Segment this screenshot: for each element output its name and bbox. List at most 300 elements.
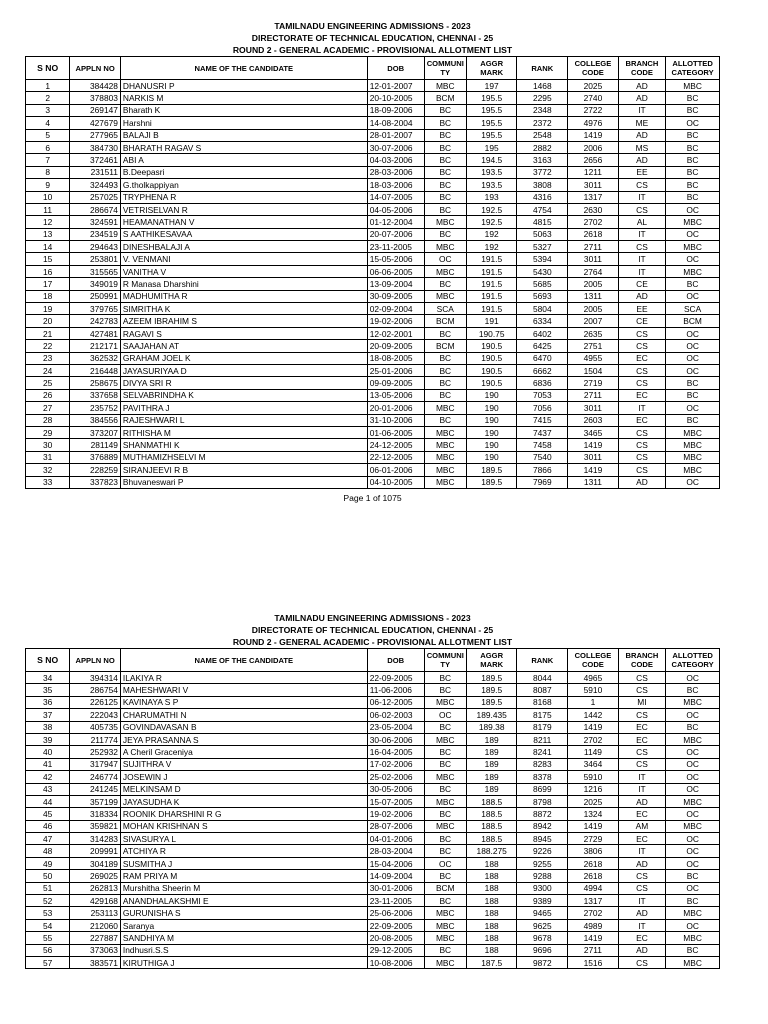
rank-cell: 3163	[517, 154, 568, 166]
allotted-cell: BC	[666, 944, 720, 956]
sno-cell: 37	[26, 709, 70, 721]
community-cell: BC	[424, 327, 466, 339]
allotment-table	[25, 648, 720, 969]
dob-cell: 20-07-2006	[367, 228, 424, 240]
branch-cell: AD	[618, 944, 665, 956]
college-cell: 2711	[568, 389, 619, 401]
allotted-cell: MBC	[666, 795, 720, 807]
dob-cell: 14-07-2005	[367, 191, 424, 203]
community-cell: MBC	[424, 696, 466, 708]
college-cell: 2722	[568, 104, 619, 116]
name-cell: TRYPHENA R	[120, 191, 367, 203]
college-cell: 1419	[568, 464, 619, 476]
college-cell: 2702	[568, 907, 619, 919]
name-cell: RAGAVI S	[120, 327, 367, 339]
appln-cell: 235752	[70, 402, 121, 414]
branch-cell: CS	[618, 709, 665, 721]
college-cell: 3011	[568, 451, 619, 463]
dob-cell: 30-01-2006	[367, 882, 424, 894]
name-cell: ROONIK DHARSHINI R G	[120, 808, 367, 820]
appln-cell: 242783	[70, 315, 121, 327]
branch-cell: IT	[618, 253, 665, 265]
college-cell: 1442	[568, 709, 619, 721]
table-row	[26, 733, 720, 745]
college-cell: 2005	[568, 278, 619, 290]
community-cell: BC	[424, 117, 466, 129]
aggr-cell: 188.5	[466, 808, 517, 820]
allotment-table	[25, 56, 720, 489]
dob-cell: 15-04-2006	[367, 857, 424, 869]
sno-cell: 53	[26, 907, 70, 919]
rank-cell: 5693	[517, 290, 568, 302]
name-cell: MADHUMITHA R	[120, 290, 367, 302]
table-row	[26, 414, 720, 426]
dob-cell: 10-08-2006	[367, 956, 424, 968]
rank-cell: 9696	[517, 944, 568, 956]
sno-cell: 20	[26, 315, 70, 327]
community-cell: SCA	[424, 303, 466, 315]
sno-cell: 39	[26, 733, 70, 745]
college-cell: 1149	[568, 746, 619, 758]
dob-cell: 20-01-2006	[367, 402, 424, 414]
college-cell: 5910	[568, 771, 619, 783]
sno-cell: 54	[26, 919, 70, 931]
community-cell: MBC	[424, 771, 466, 783]
allotted-cell: BC	[666, 92, 720, 104]
aggr-cell: 195.5	[466, 117, 517, 129]
aggr-cell: 195.5	[466, 92, 517, 104]
community-cell: BC	[424, 758, 466, 770]
name-cell: MAHESHWARI V	[120, 684, 367, 696]
sno-cell: 3	[26, 104, 70, 116]
report-title: TAMILNADU ENGINEERING ADMISSIONS - 2023	[274, 613, 471, 623]
col-header-branch: BRANCH CODE	[618, 57, 665, 80]
name-cell: RAJESHWARI L	[120, 414, 367, 426]
rank-cell: 2348	[517, 104, 568, 116]
dob-cell: 20-09-2005	[367, 340, 424, 352]
aggr-cell: 190	[466, 426, 517, 438]
branch-cell: CS	[618, 340, 665, 352]
appln-cell: 227887	[70, 932, 121, 944]
branch-cell: AD	[618, 476, 665, 488]
dob-cell: 25-01-2006	[367, 364, 424, 376]
rank-cell: 8175	[517, 709, 568, 721]
aggr-cell: 189	[466, 771, 517, 783]
aggr-cell: 189.435	[466, 709, 517, 721]
community-cell: BC	[424, 672, 466, 684]
sno-cell: 26	[26, 389, 70, 401]
table-row	[26, 166, 720, 178]
branch-cell: EC	[618, 352, 665, 364]
appln-cell: 231511	[70, 166, 121, 178]
appln-cell: 384428	[70, 80, 121, 92]
appln-cell: 209991	[70, 845, 121, 857]
dob-cell: 04-01-2006	[367, 833, 424, 845]
name-cell: SIRANJEEVI R B	[120, 464, 367, 476]
rank-cell: 2548	[517, 129, 568, 141]
community-cell: MBC	[424, 907, 466, 919]
aggr-cell: 189.5	[466, 684, 517, 696]
dob-cell: 12-01-2007	[367, 80, 424, 92]
allotted-cell: BC	[666, 377, 720, 389]
name-cell: JOSEWIN J	[120, 771, 367, 783]
branch-cell: CS	[618, 327, 665, 339]
college-cell: 1216	[568, 783, 619, 795]
community-cell: MBC	[424, 439, 466, 451]
rank-cell: 4815	[517, 216, 568, 228]
sno-cell: 2	[26, 92, 70, 104]
branch-cell: CS	[618, 464, 665, 476]
aggr-cell: 188	[466, 944, 517, 956]
rank-cell: 7437	[517, 426, 568, 438]
rank-cell: 8699	[517, 783, 568, 795]
col-header-community: COMMUNI TY	[424, 649, 466, 672]
name-cell: JAYASUDHA K	[120, 795, 367, 807]
allotted-cell: MBC	[666, 426, 720, 438]
community-cell: MBC	[424, 464, 466, 476]
allotted-cell: OC	[666, 402, 720, 414]
branch-cell: CS	[618, 179, 665, 191]
sno-cell: 44	[26, 795, 70, 807]
branch-cell: CS	[618, 241, 665, 253]
branch-cell: AD	[618, 795, 665, 807]
name-cell: BHARATH RAGAV S	[120, 141, 367, 153]
college-cell: 2764	[568, 265, 619, 277]
name-cell: Indhusri.S.S	[120, 944, 367, 956]
dob-cell: 28-03-2004	[367, 845, 424, 857]
aggr-cell: 190	[466, 402, 517, 414]
table-row	[26, 104, 720, 116]
name-cell: SHANMATHI K	[120, 439, 367, 451]
dob-cell: 01-06-2005	[367, 426, 424, 438]
col-header-sno: S NO	[26, 57, 70, 80]
community-cell: MBC	[424, 216, 466, 228]
aggr-cell: 188	[466, 882, 517, 894]
college-cell: 1317	[568, 895, 619, 907]
branch-cell: IT	[618, 771, 665, 783]
appln-cell: 211774	[70, 733, 121, 745]
table-row	[26, 364, 720, 376]
branch-cell: AM	[618, 820, 665, 832]
sno-cell: 15	[26, 253, 70, 265]
community-cell: MBC	[424, 241, 466, 253]
appln-cell: 349019	[70, 278, 121, 290]
name-cell: SAAJAHAN AT	[120, 340, 367, 352]
community-cell: BC	[424, 721, 466, 733]
rank-cell: 8211	[517, 733, 568, 745]
dob-cell: 13-05-2006	[367, 389, 424, 401]
sno-cell: 5	[26, 129, 70, 141]
college-cell: 2630	[568, 203, 619, 215]
allotted-cell: OC	[666, 771, 720, 783]
allotted-cell: OC	[666, 919, 720, 931]
community-cell: BC	[424, 104, 466, 116]
aggr-cell: 189	[466, 783, 517, 795]
sno-cell: 33	[26, 476, 70, 488]
dob-cell: 25-02-2006	[367, 771, 424, 783]
table-row	[26, 944, 720, 956]
sno-cell: 40	[26, 746, 70, 758]
rank-cell: 8872	[517, 808, 568, 820]
community-cell: BC	[424, 845, 466, 857]
aggr-cell: 195	[466, 141, 517, 153]
college-cell: 2729	[568, 833, 619, 845]
appln-cell: 384730	[70, 141, 121, 153]
sno-cell: 36	[26, 696, 70, 708]
aggr-cell: 189	[466, 733, 517, 745]
report-title: TAMILNADU ENGINEERING ADMISSIONS - 2023	[274, 21, 471, 31]
table-row	[26, 265, 720, 277]
aggr-cell: 188	[466, 857, 517, 869]
aggr-cell: 190.5	[466, 352, 517, 364]
appln-cell: 357199	[70, 795, 121, 807]
rank-cell: 7056	[517, 402, 568, 414]
allotted-cell: OC	[666, 476, 720, 488]
dob-cell: 04-10-2005	[367, 476, 424, 488]
allotted-cell: BC	[666, 141, 720, 153]
sno-cell: 4	[26, 117, 70, 129]
table-row	[26, 857, 720, 869]
dob-cell: 30-06-2006	[367, 733, 424, 745]
aggr-cell: 193.5	[466, 166, 517, 178]
rank-cell: 1468	[517, 80, 568, 92]
branch-cell: CS	[618, 364, 665, 376]
appln-cell: 337823	[70, 476, 121, 488]
branch-cell: CS	[618, 439, 665, 451]
name-cell: B.Deepasri	[120, 166, 367, 178]
college-cell: 4976	[568, 117, 619, 129]
appln-cell: 359821	[70, 820, 121, 832]
aggr-cell: 191.5	[466, 265, 517, 277]
col-header-allotted: ALLOTTED CATEGORY	[666, 57, 720, 80]
table-row	[26, 684, 720, 696]
allotted-cell: SCA	[666, 303, 720, 315]
name-cell: ABI A	[120, 154, 367, 166]
aggr-cell: 189.5	[466, 696, 517, 708]
college-cell: 4989	[568, 919, 619, 931]
aggr-cell: 193	[466, 191, 517, 203]
rank-cell: 9288	[517, 870, 568, 882]
allotted-cell: MBC	[666, 439, 720, 451]
rank-cell: 2372	[517, 117, 568, 129]
branch-cell: EC	[618, 833, 665, 845]
aggr-cell: 191	[466, 315, 517, 327]
allotted-cell: MBC	[666, 80, 720, 92]
allotted-cell: MBC	[666, 451, 720, 463]
table-row	[26, 203, 720, 215]
appln-cell: 318334	[70, 808, 121, 820]
branch-cell: AD	[618, 857, 665, 869]
sno-cell: 18	[26, 290, 70, 302]
branch-cell: EC	[618, 414, 665, 426]
sno-cell: 25	[26, 377, 70, 389]
name-cell: SUSMITHA J	[120, 857, 367, 869]
branch-cell: AD	[618, 154, 665, 166]
sno-cell: 6	[26, 141, 70, 153]
branch-cell: AD	[618, 129, 665, 141]
college-cell: 4965	[568, 672, 619, 684]
dob-cell: 20-08-2005	[367, 932, 424, 944]
dob-cell: 01-12-2004	[367, 216, 424, 228]
sno-cell: 56	[26, 944, 70, 956]
dob-cell: 28-01-2007	[367, 129, 424, 141]
allotted-cell: OC	[666, 117, 720, 129]
dob-cell: 09-09-2005	[367, 377, 424, 389]
allotted-cell: OC	[666, 845, 720, 857]
table-row	[26, 845, 720, 857]
college-cell: 3465	[568, 426, 619, 438]
rank-cell: 8283	[517, 758, 568, 770]
name-cell: DHANUSRI P	[120, 80, 367, 92]
dob-cell: 28-07-2006	[367, 820, 424, 832]
branch-cell: CS	[618, 426, 665, 438]
appln-cell: 252932	[70, 746, 121, 758]
appln-cell: 226125	[70, 696, 121, 708]
rank-cell: 9465	[517, 907, 568, 919]
col-header-community: COMMUNI TY	[424, 57, 466, 80]
sno-cell: 46	[26, 820, 70, 832]
aggr-cell: 192.5	[466, 216, 517, 228]
allotted-cell: OC	[666, 857, 720, 869]
branch-cell: EC	[618, 808, 665, 820]
allotted-cell: OC	[666, 672, 720, 684]
community-cell: BCM	[424, 92, 466, 104]
rank-cell: 9389	[517, 895, 568, 907]
appln-cell: 222043	[70, 709, 121, 721]
dob-cell: 23-05-2004	[367, 721, 424, 733]
appln-cell: 257025	[70, 191, 121, 203]
appln-cell: 376889	[70, 451, 121, 463]
appln-cell: 212060	[70, 919, 121, 931]
appln-cell: 383571	[70, 956, 121, 968]
page-footer: Page 1 of 1075	[343, 492, 402, 503]
dob-cell: 02-09-2004	[367, 303, 424, 315]
community-cell: MBC	[424, 919, 466, 931]
rank-cell: 6470	[517, 352, 568, 364]
dob-cell: 13-09-2004	[367, 278, 424, 290]
appln-cell: 253113	[70, 907, 121, 919]
col-header-aggr: AGGR MARK	[466, 57, 517, 80]
appln-cell: 394314	[70, 672, 121, 684]
sno-cell: 21	[26, 327, 70, 339]
sno-cell: 28	[26, 414, 70, 426]
appln-cell: 405735	[70, 721, 121, 733]
sno-cell: 8	[26, 166, 70, 178]
allotted-cell: MBC	[666, 907, 720, 919]
rank-cell: 7458	[517, 439, 568, 451]
branch-cell: EE	[618, 303, 665, 315]
community-cell: MBC	[424, 733, 466, 745]
appln-cell: 362532	[70, 352, 121, 364]
allotted-cell: BC	[666, 104, 720, 116]
allotted-cell: OC	[666, 352, 720, 364]
aggr-cell: 191.5	[466, 278, 517, 290]
college-cell: 2740	[568, 92, 619, 104]
aggr-cell: 190	[466, 389, 517, 401]
community-cell: BC	[424, 895, 466, 907]
rank-cell: 7969	[517, 476, 568, 488]
branch-cell: IT	[618, 104, 665, 116]
branch-cell: CS	[618, 377, 665, 389]
branch-cell: IT	[618, 919, 665, 931]
table-row	[26, 327, 720, 339]
rank-cell: 6402	[517, 327, 568, 339]
sno-cell: 19	[26, 303, 70, 315]
table-row	[26, 771, 720, 783]
col-header-sno: S NO	[26, 649, 70, 672]
appln-cell: 324493	[70, 179, 121, 191]
name-cell: AZEEM IBRAHIM S	[120, 315, 367, 327]
aggr-cell: 194.5	[466, 154, 517, 166]
appln-cell: 241245	[70, 783, 121, 795]
community-cell: BC	[424, 352, 466, 364]
dob-cell: 15-05-2006	[367, 253, 424, 265]
sno-cell: 49	[26, 857, 70, 869]
aggr-cell: 188	[466, 907, 517, 919]
allotted-cell: OC	[666, 327, 720, 339]
name-cell: Harshni	[120, 117, 367, 129]
allotted-cell: MBC	[666, 265, 720, 277]
appln-cell: 379765	[70, 303, 121, 315]
table-row	[26, 709, 720, 721]
aggr-cell: 190	[466, 414, 517, 426]
dob-cell: 17-02-2006	[367, 758, 424, 770]
name-cell: SIVASURYA L	[120, 833, 367, 845]
rank-cell: 7540	[517, 451, 568, 463]
rank-cell: 7866	[517, 464, 568, 476]
sno-cell: 1	[26, 80, 70, 92]
name-cell: V. VENMANI	[120, 253, 367, 265]
appln-cell: 429168	[70, 895, 121, 907]
sno-cell: 10	[26, 191, 70, 203]
name-cell: GRAHAM JOEL K	[120, 352, 367, 364]
community-cell: MBC	[424, 402, 466, 414]
allotted-cell: BC	[666, 389, 720, 401]
sno-cell: 27	[26, 402, 70, 414]
appln-cell: 286674	[70, 203, 121, 215]
table-row	[26, 808, 720, 820]
appln-cell: 281149	[70, 439, 121, 451]
table-row	[26, 117, 720, 129]
dob-cell: 29-12-2005	[367, 944, 424, 956]
rank-cell: 5685	[517, 278, 568, 290]
aggr-cell: 193.5	[466, 179, 517, 191]
table-row	[26, 315, 720, 327]
allotment-page-2	[25, 612, 720, 969]
table-row	[26, 833, 720, 845]
table-row	[26, 956, 720, 968]
rank-cell: 6425	[517, 340, 568, 352]
appln-cell: 246774	[70, 771, 121, 783]
appln-cell: 228259	[70, 464, 121, 476]
community-cell: BC	[424, 746, 466, 758]
rank-cell: 2882	[517, 141, 568, 153]
rank-cell: 5327	[517, 241, 568, 253]
name-cell: SANDHIYA M	[120, 932, 367, 944]
college-cell: 3464	[568, 758, 619, 770]
allotted-cell: OC	[666, 203, 720, 215]
table-header-row	[26, 649, 720, 672]
sno-cell: 13	[26, 228, 70, 240]
college-cell: 1419	[568, 932, 619, 944]
branch-cell: CS	[618, 203, 665, 215]
rank-cell: 4754	[517, 203, 568, 215]
col-header-dob: DOB	[367, 649, 424, 672]
aggr-cell: 191.5	[466, 303, 517, 315]
sno-cell: 31	[26, 451, 70, 463]
dob-cell: 30-05-2006	[367, 783, 424, 795]
community-cell: MBC	[424, 451, 466, 463]
